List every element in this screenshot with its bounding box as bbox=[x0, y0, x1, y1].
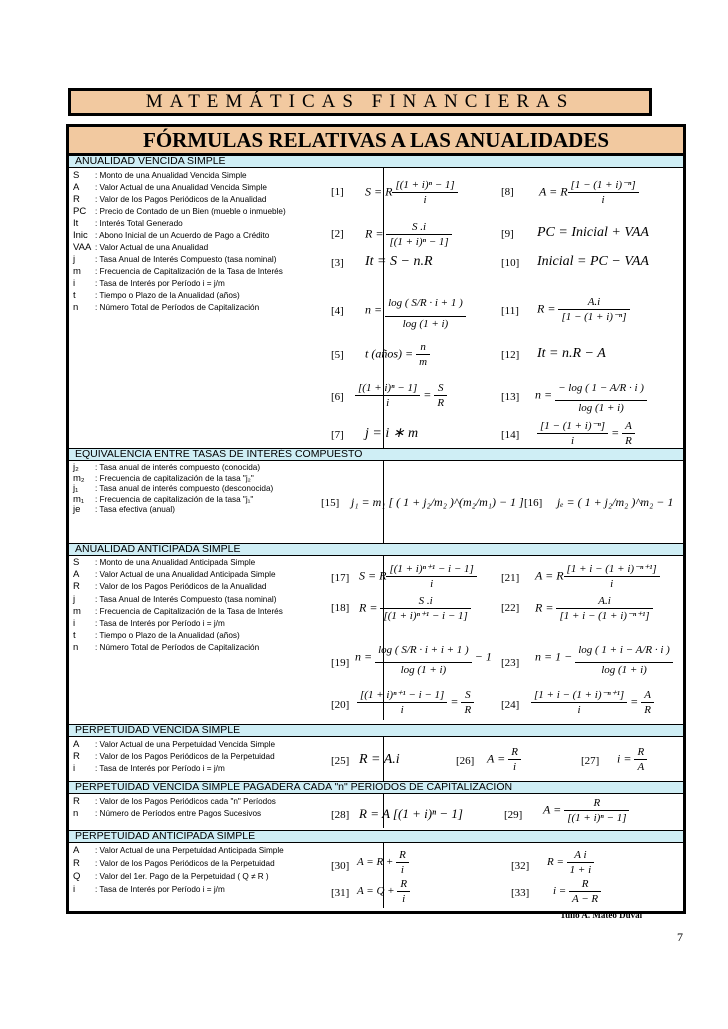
definition-symbol: A bbox=[73, 739, 80, 750]
definition-text: : Tasa anual de interés compuesto (desconocida) bbox=[95, 484, 274, 493]
definition-row bbox=[73, 207, 286, 217]
definition-row bbox=[73, 643, 259, 653]
definition-row bbox=[73, 231, 269, 241]
definition-text: : Valor Actual de una Anualidad Anticipada Simple bbox=[95, 570, 276, 580]
definition-row bbox=[73, 582, 266, 592]
formula-number: [2] bbox=[331, 228, 344, 240]
definition-row bbox=[73, 474, 254, 484]
formula-number: [29] bbox=[504, 809, 523, 821]
formula-26: A = $\frac{R}{i}$ bbox=[487, 745, 521, 774]
definition-text: : Número de Períodos entre Pagos Sucesivos bbox=[95, 809, 262, 818]
definition-text: : Tasa Anual de Interés Compuesto (tasa nominal) bbox=[95, 594, 277, 604]
formula-number: [17] bbox=[331, 572, 350, 584]
definition-row bbox=[73, 764, 225, 774]
formula-31: A = Q + $\frac{R}{i}$ bbox=[357, 877, 410, 906]
formula-19: n = $\frac{\log ( S/R \cdot i + i + 1 )}{\log (1 + i)}$ − 1 bbox=[355, 638, 492, 677]
definition-row bbox=[73, 484, 273, 494]
definition-row bbox=[73, 255, 276, 265]
definition-row bbox=[73, 171, 247, 181]
formula-16: jₑ = ( 1 + j₂/m₂ )^m₂ − 1 bbox=[557, 495, 674, 509]
formula-15: j₁ = m₁ [ ( 1 + j₂/m₂ )^(m₂/m₁) − 1 ] bbox=[351, 495, 524, 509]
definition-text: : Precio de Contado de un Bien (mueble o inmueble) bbox=[95, 207, 286, 216]
definition-row bbox=[73, 797, 276, 807]
section-anualidad-vencida bbox=[69, 168, 683, 448]
definition-row bbox=[73, 752, 275, 762]
formula-2: R = $\frac{S .i}{\text{[(1 + i)ⁿ − 1]}}$ bbox=[365, 220, 452, 249]
definition-text: : Valor Actual de una Perpetuidad Vencida Simple bbox=[95, 740, 276, 749]
section-title-perpetuidad-cada-n: PERPETUIDAD VENCIDA SIMPLE PAGADERA CADA "n" PERIODOS DE CAPITALIZACIÓN bbox=[69, 781, 683, 794]
formula-number: [32] bbox=[511, 860, 530, 872]
section-title-perpetuidad-anticipada: PERPETUIDAD ANTICIPADA SIMPLE bbox=[69, 830, 683, 843]
definition-symbol: Q bbox=[73, 871, 81, 882]
section-title-anualidad-vencida: ANUALIDAD VENCIDA SIMPLE bbox=[69, 155, 683, 168]
formula-25: R = A.i bbox=[359, 752, 400, 767]
definition-symbol: A bbox=[73, 845, 80, 856]
definition-row bbox=[73, 846, 284, 856]
definition-text: : Valor Actual de una Anualidad Vencida Simple bbox=[95, 183, 267, 192]
formula-23: n = 1 − $\frac{\log ( 1 + i - A/R \cdot i )}{\log (1 + i)}$ bbox=[535, 638, 673, 677]
section-perpetuidad-cada-n bbox=[69, 794, 683, 828]
definition-symbol: j bbox=[73, 254, 76, 265]
section-perpetuidad-vencida bbox=[69, 737, 683, 781]
formula-number: [10] bbox=[501, 257, 520, 269]
formula-22: R = $\frac{A.i}{\text{[1 + i − (1 + i)⁻ⁿ⁺¹]}}$ bbox=[535, 594, 653, 623]
formula-number: [9] bbox=[501, 228, 514, 240]
definition-symbol: S bbox=[73, 170, 80, 181]
definition-symbol: i bbox=[73, 618, 76, 629]
definition-symbol: PC bbox=[73, 206, 87, 217]
formula-29: A = $\frac{R}{\text{[(1 + i)ⁿ − 1]}}$ bbox=[543, 796, 629, 825]
definition-row bbox=[73, 495, 253, 505]
author-credit: Tulio A. Mateo Duval bbox=[560, 910, 643, 920]
definition-row bbox=[73, 859, 275, 869]
definition-symbol: i bbox=[73, 763, 76, 774]
definition-text: : Valor de los Pagos Periódicos de la Anualidad bbox=[95, 582, 267, 592]
definition-text: : Tasa Anual de Interés Compuesto (tasa nominal) bbox=[95, 255, 277, 264]
definition-text: : Valor del 1er. Pago de la Perpetuidad ( Q ≠ R ) bbox=[95, 872, 269, 881]
formula-5: t (años) = $\frac{n}{m}$ bbox=[365, 340, 430, 369]
formula-18: R = $\frac{S .i}{\text{[(1 + i)ⁿ⁺¹ − i − 1]}}$ bbox=[359, 594, 471, 623]
definition-text: : Valor de los Pagos Periódicos de la Perpetuidad bbox=[95, 752, 275, 761]
definition-text: : Tasa de Interés por Período i = j/m bbox=[95, 619, 225, 628]
formula-number: [20] bbox=[331, 699, 350, 711]
formula-3: It = S − n.R bbox=[365, 254, 433, 269]
formula-12: It = n.R − A bbox=[537, 346, 606, 361]
definition-symbol: It bbox=[73, 218, 79, 229]
formula-number: [22] bbox=[501, 602, 520, 614]
definition-text: : Interés Total Generado bbox=[95, 219, 183, 228]
definition-row bbox=[73, 885, 225, 895]
formula-number: [3] bbox=[331, 257, 344, 269]
formula-number: [15] bbox=[321, 497, 340, 509]
formula-number: [18] bbox=[331, 602, 350, 614]
formula-number: [14] bbox=[501, 429, 520, 441]
definition-text: : Número Total de Períodos de Capitalización bbox=[95, 303, 260, 312]
formula-11: R = $\frac{A.i}{\text{[1 − (1 + i)⁻ⁿ]}}$ bbox=[537, 295, 630, 324]
formula-number: [1] bbox=[331, 186, 344, 198]
definition-row bbox=[73, 505, 175, 515]
definition-text: : Valor Actual de una Anualidad bbox=[95, 243, 209, 252]
definition-symbol: A bbox=[73, 182, 80, 193]
definition-row bbox=[73, 570, 276, 580]
definition-symbol: m bbox=[73, 266, 81, 277]
formula-14: $\frac{\text{[1 − (1 + i)⁻ⁿ]}}{i}$ = $\frac{A}{R}$ bbox=[537, 419, 635, 448]
definition-text: : Frecuencia de capitalización de la tasa "j₂" bbox=[95, 473, 254, 483]
formula-number: [23] bbox=[501, 657, 520, 669]
formula-number: [5] bbox=[331, 349, 344, 361]
formula-27: i = $\frac{R}{A}$ bbox=[617, 745, 647, 774]
definition-symbol: R bbox=[73, 796, 80, 807]
formula-17: S = R $\frac{\text{[(1 + i)ⁿ⁺¹ − i − 1]}}{i}$ bbox=[359, 562, 477, 591]
formula-32: R = $\frac{\text{A i}}{1 + i}$ bbox=[547, 848, 594, 877]
definition-row bbox=[73, 809, 261, 819]
definition-text: : Tiempo o Plazo de la Anualidad (años) bbox=[95, 631, 240, 641]
definition-symbol: t bbox=[73, 630, 76, 642]
definition-row bbox=[73, 267, 283, 277]
definition-text: : Tasa de Interés por Período i = j/m bbox=[95, 885, 225, 894]
definition-text: : Frecuencia de capitalización de la tasa "j₁" bbox=[95, 494, 254, 504]
definition-row bbox=[73, 279, 225, 289]
formula-7: j = i ∗ m bbox=[365, 426, 419, 441]
formula-number: [13] bbox=[501, 391, 520, 403]
formula-number: [8] bbox=[501, 186, 514, 198]
formula-6: $\frac{\text{[(1 + i)ⁿ − 1]}}{i}$ = $\frac{S}{R}$ bbox=[355, 381, 447, 410]
definition-symbol: i bbox=[73, 278, 76, 289]
formula-number: [4] bbox=[331, 305, 344, 317]
definition-row bbox=[73, 619, 225, 629]
formula-number: [6] bbox=[331, 391, 344, 403]
formula-number: [19] bbox=[331, 657, 350, 669]
definition-symbol: j₂ bbox=[73, 462, 79, 473]
definition-symbol: t bbox=[73, 290, 76, 301]
definition-row bbox=[73, 607, 283, 617]
definition-text: : Número Total de Períodos de Capitalización bbox=[95, 643, 260, 653]
definition-row bbox=[73, 631, 240, 641]
formula-13: n = $\frac{- \log ( 1 - A/R \cdot i )}{\log (1 + i)}$ bbox=[535, 376, 647, 415]
definition-symbol: A bbox=[73, 569, 80, 581]
formula-number: [30] bbox=[331, 860, 350, 872]
definition-symbol: m bbox=[73, 605, 81, 617]
definition-symbol: n bbox=[73, 302, 79, 313]
formula-10: Inicial = PC − VAA bbox=[537, 254, 649, 269]
definition-symbol: m₂ bbox=[73, 472, 85, 484]
definition-symbol: R bbox=[73, 194, 80, 205]
main-title: FÓRMULAS RELATIVAS A LAS ANUALIDADES bbox=[69, 127, 683, 155]
definition-symbol: j₁ bbox=[73, 483, 79, 494]
definition-text: : Frecuencia de Capitalización de la Tasa de Interés bbox=[95, 267, 283, 276]
definition-symbol: S bbox=[73, 557, 80, 568]
definition-text: : Tasa de Interés por Período i = j/m bbox=[95, 764, 225, 773]
definition-row bbox=[73, 558, 255, 568]
definition-symbol: R bbox=[73, 581, 80, 593]
formula-33: i = $\frac{R}{A - R}$ bbox=[553, 877, 601, 906]
definition-symbol: je bbox=[73, 504, 81, 515]
definition-row bbox=[73, 872, 269, 882]
section-title-equivalencia: EQUIVALENCIA ENTRE TASAS DE INTERÉS COMPUESTO bbox=[69, 448, 683, 461]
definition-symbol: R bbox=[73, 858, 80, 869]
definition-text: : Tasa efectiva (anual) bbox=[95, 505, 175, 514]
definition-text: : Monto de una Anualidad Anticipada Simple bbox=[95, 558, 256, 567]
definition-text: : Monto de una Anualidad Vencida Simple bbox=[95, 171, 247, 180]
definition-text: : Valor de los Pagos Periódicos de la Perpetuidad bbox=[95, 859, 275, 868]
formula-number: [25] bbox=[331, 755, 350, 767]
formula-number: [31] bbox=[331, 887, 350, 899]
section-title-perpetuidad-vencida: PERPETUIDAD VENCIDA SIMPLE bbox=[69, 724, 683, 737]
definition-row bbox=[73, 183, 267, 193]
formula-21: A = R $\frac{\text{[1 + i − (1 + i)⁻ⁿ⁺¹]}}{i}$ bbox=[535, 562, 660, 591]
definition-text: : Valor Actual de una Perpetuidad Anticipada Simple bbox=[95, 846, 284, 855]
definition-symbol: VAA bbox=[73, 242, 92, 253]
definition-text: : Tasa anual de interés compuesto (conocida) bbox=[95, 463, 261, 472]
definition-symbol: i bbox=[73, 884, 76, 895]
definition-text: : Tiempo o Plazo de la Anualidad (años) bbox=[95, 291, 240, 300]
formula-number: [33] bbox=[511, 887, 530, 899]
definition-text: : Tasa de Interés por Período i = j/m bbox=[95, 279, 225, 288]
formula-number: [28] bbox=[331, 809, 350, 821]
definition-text: : Valor de los Pagos Periódicos cada "n" Períodos bbox=[95, 797, 276, 806]
formula-4: n = $\frac{\log ( S/R \cdot i + 1 )}{\log (1 + i)}$ bbox=[365, 290, 466, 331]
section-equivalencia bbox=[69, 461, 683, 543]
formula-24: $\frac{\text{[1 + i − (1 + i)⁻ⁿ⁺¹]}}{i}$ = $\frac{A}{R}$ bbox=[531, 688, 654, 717]
page-number: 7 bbox=[677, 930, 683, 944]
definition-symbol: n bbox=[73, 808, 79, 819]
definition-symbol: m₁ bbox=[73, 493, 85, 505]
definition-text: : Valor de los Pagos Periódicos de la Anualidad bbox=[95, 195, 267, 204]
definition-row bbox=[73, 243, 208, 253]
formula-1: S = R $\frac{\text{[(1 + i)ⁿ − 1]}}{i}$ bbox=[365, 178, 458, 207]
formula-number: [11] bbox=[501, 305, 519, 317]
formula-8: A = R $\frac{\text{[1 − (1 + i)⁻ⁿ]}}{i}$ bbox=[539, 178, 639, 207]
section-anualidad-anticipada bbox=[69, 556, 683, 720]
page-header: MATEMÁTICAS FINANCIERAS bbox=[68, 88, 652, 116]
definition-symbol: Inic bbox=[73, 230, 88, 241]
definition-row bbox=[73, 740, 275, 750]
formula-number: [26] bbox=[456, 755, 475, 767]
definition-text: : Abono Inicial de un Acuerdo de Pago a Crédito bbox=[95, 231, 270, 240]
formula-number: [21] bbox=[501, 572, 520, 584]
definition-symbol: n bbox=[73, 642, 79, 654]
definition-symbol: j bbox=[73, 593, 76, 605]
formula-number: [24] bbox=[501, 699, 520, 711]
definition-row bbox=[73, 303, 259, 313]
formula-number: [12] bbox=[501, 349, 520, 361]
definition-row bbox=[73, 291, 240, 301]
definition-text: : Frecuencia de Capitalización de la Tasa de Interés bbox=[95, 606, 283, 616]
formula-number: [27] bbox=[581, 755, 600, 767]
definition-row bbox=[73, 195, 266, 205]
definition-row bbox=[73, 595, 276, 605]
definition-symbol: R bbox=[73, 751, 80, 762]
formula-20: $\frac{\text{[(1 + i)ⁿ⁺¹ − i − 1]}}{i}$ = $\frac{S}{R}$ bbox=[357, 688, 474, 717]
section-title-anualidad-anticipada: ANUALIDAD ANTICIPADA SIMPLE bbox=[69, 543, 683, 556]
formula-number: [7] bbox=[331, 429, 344, 441]
definition-row bbox=[73, 219, 183, 229]
definition-row bbox=[73, 463, 260, 473]
formula-28: R = A [(1 + i)ⁿ − 1] bbox=[359, 806, 463, 821]
formula-number: [16] bbox=[524, 497, 543, 509]
formula-30: A = R + $\frac{R}{i}$ bbox=[357, 848, 409, 877]
formula-9: PC = Inicial + VAA bbox=[537, 225, 649, 240]
section-perpetuidad-anticipada bbox=[69, 843, 683, 908]
